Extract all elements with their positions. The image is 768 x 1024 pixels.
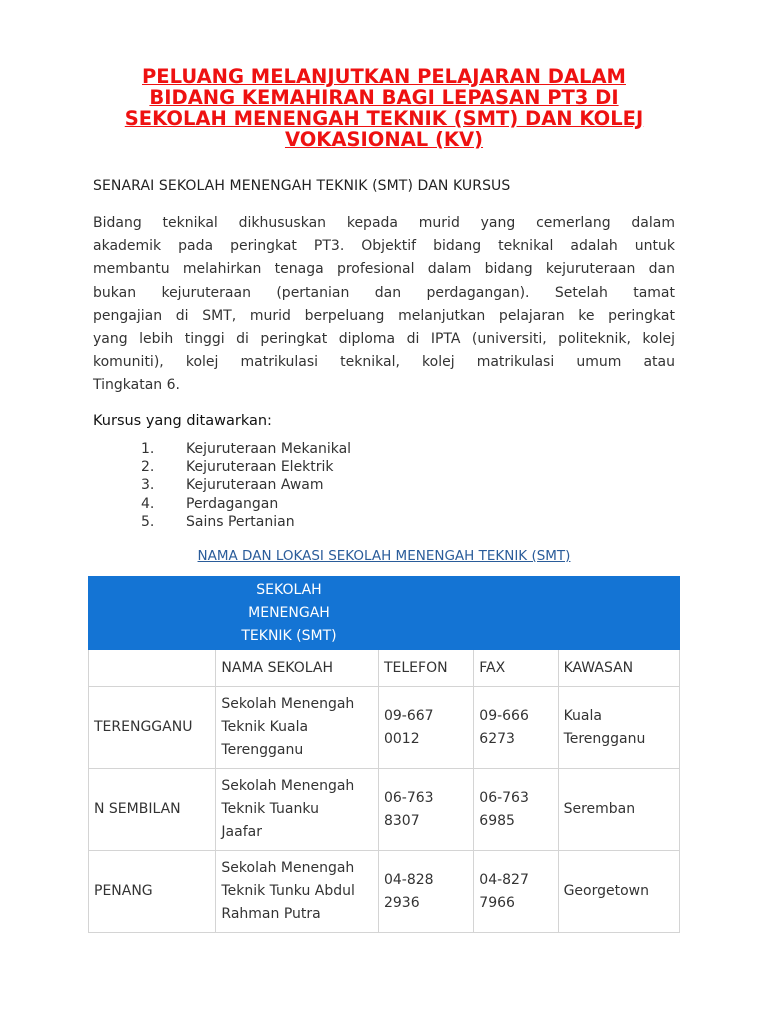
column-header-area: KAWASAN bbox=[558, 650, 679, 687]
state-cell: N SEMBILAN bbox=[89, 769, 216, 851]
area-cell bbox=[558, 769, 679, 851]
school-line: Sekolah Menengah bbox=[221, 778, 355, 794]
paragraph-line: membantu melahirkan tenaga profesional dalam bidang kejuruteraan dan bbox=[93, 261, 675, 278]
fax-cell bbox=[474, 769, 558, 851]
list-number: 1. bbox=[141, 441, 155, 457]
paragraph-line: bukan kejuruteraan (pertanian dan perdagangan). Setelah tamat bbox=[93, 284, 675, 301]
fax-cell bbox=[474, 687, 558, 769]
course-label: Kejuruteraan Elektrik bbox=[186, 459, 334, 476]
area-line: Kuala bbox=[563, 707, 602, 724]
fax-line: 6273 bbox=[479, 730, 515, 747]
fax-line: 7966 bbox=[479, 894, 515, 911]
area-line: Terengganu bbox=[563, 730, 646, 747]
table-row bbox=[89, 851, 680, 933]
phone-cell bbox=[378, 851, 473, 933]
area-line: Georgetown bbox=[563, 883, 649, 899]
school-line: Jaafar bbox=[221, 824, 262, 840]
table-header-row bbox=[89, 650, 680, 687]
phone-line: 04-828 bbox=[383, 871, 434, 888]
fax-line: 09-666 bbox=[479, 707, 529, 724]
title-line: BIDANG KEMAHIRAN BAGI LEPASAN PT3 DI bbox=[149, 86, 619, 109]
school-cell bbox=[216, 769, 379, 851]
area-cell bbox=[558, 687, 679, 769]
phone-line: 09-667 bbox=[383, 707, 434, 724]
paragraph-line: komuniti), kolej matrikulasi teknikal, kolej matrikulasi umum atau bbox=[93, 354, 675, 371]
section-subheading: SENARAI SEKOLAH MENENGAH TEKNIK (SMT) DAN KURSUS bbox=[93, 178, 511, 194]
fax-line: 06-763 bbox=[479, 789, 529, 806]
phone-line: 0012 bbox=[383, 730, 420, 747]
area-line: Seremban bbox=[563, 801, 636, 817]
intro-paragraph bbox=[93, 212, 675, 398]
table-banner-title bbox=[224, 579, 354, 648]
area-cell bbox=[558, 851, 679, 933]
list-item bbox=[141, 440, 351, 458]
state-cell: PENANG bbox=[89, 851, 216, 933]
banner-line: SEKOLAH bbox=[256, 581, 322, 598]
paragraph-line: Bidang teknikal dikhususkan kepada murid yang cemerlang dalam bbox=[93, 215, 675, 231]
table-row bbox=[89, 769, 680, 851]
phone-cell bbox=[378, 769, 473, 851]
list-item bbox=[141, 513, 351, 531]
phone-line: 06-763 bbox=[383, 789, 434, 806]
column-header-phone: TELEFON bbox=[378, 650, 473, 687]
school-line: Sekolah Menengah bbox=[221, 696, 355, 712]
phone-line: 8307 bbox=[383, 812, 420, 829]
list-item bbox=[141, 495, 351, 513]
column-header-blank bbox=[89, 650, 216, 687]
schools-table bbox=[88, 576, 680, 933]
school-line: Rahman Putra bbox=[221, 906, 321, 922]
course-label: Kejuruteraan Awam bbox=[186, 477, 324, 494]
title-line: PELUANG MELANJUTKAN PELAJARAN DALAM bbox=[142, 65, 626, 88]
page-title bbox=[96, 66, 672, 150]
list-item bbox=[141, 458, 351, 476]
school-line: Teknik Kuala bbox=[221, 719, 309, 735]
phone-cell bbox=[378, 687, 473, 769]
list-number: 5. bbox=[141, 513, 155, 530]
list-number: 4. bbox=[141, 495, 155, 512]
title-line: VOKASIONAL (KV) bbox=[284, 128, 484, 151]
column-header-school: NAMA SEKOLAH bbox=[216, 650, 379, 687]
table-row bbox=[89, 687, 680, 769]
paragraph-line: akademik pada peringkat PT3. Objektif bidang teknikal adalah untuk bbox=[93, 238, 675, 255]
state-cell: TERENGGANU bbox=[89, 687, 216, 769]
course-label: Perdagangan bbox=[186, 495, 279, 512]
table-banner-cell bbox=[89, 577, 680, 650]
list-item bbox=[141, 476, 351, 494]
school-cell bbox=[216, 851, 379, 933]
course-label: Sains Pertanian bbox=[186, 513, 295, 530]
paragraph-line: yang lebih tinggi di peringkat diploma di IPTA (universiti, politeknik, kolej bbox=[93, 330, 675, 347]
paragraph-line: Tingkatan 6. bbox=[93, 377, 180, 394]
list-number: 3. bbox=[141, 477, 155, 494]
fax-line: 6985 bbox=[479, 812, 515, 829]
courses-heading: Kursus yang ditawarkan: bbox=[93, 413, 272, 429]
school-line: Teknik Tunku Abdul bbox=[221, 883, 355, 899]
school-line: Teknik Tuanku bbox=[221, 801, 319, 817]
fax-line: 04-827 bbox=[479, 871, 529, 888]
banner-line: TEKNIK (SMT) bbox=[241, 627, 337, 644]
course-label: Kejuruteraan Mekanikal bbox=[186, 441, 352, 457]
phone-line: 2936 bbox=[383, 894, 420, 911]
table-caption-link[interactable]: NAMA DAN LOKASI SEKOLAH MENENGAH TEKNIK (SMT) bbox=[197, 548, 571, 564]
school-line: Terengganu bbox=[221, 742, 304, 758]
title-line: SEKOLAH MENENGAH TEKNIK (SMT) DAN KOLEJ bbox=[124, 107, 644, 130]
list-number: 2. bbox=[141, 459, 155, 476]
paragraph-line: pengajian di SMT, murid berpeluang melanjutkan pelajaran ke peringkat bbox=[93, 307, 675, 324]
column-header-fax: FAX bbox=[474, 650, 558, 687]
school-cell bbox=[216, 687, 379, 769]
banner-line: MENENGAH bbox=[248, 604, 330, 621]
school-line: Sekolah Menengah bbox=[221, 860, 355, 876]
table-banner-row bbox=[89, 577, 680, 650]
fax-cell bbox=[474, 851, 558, 933]
course-list bbox=[141, 440, 351, 531]
